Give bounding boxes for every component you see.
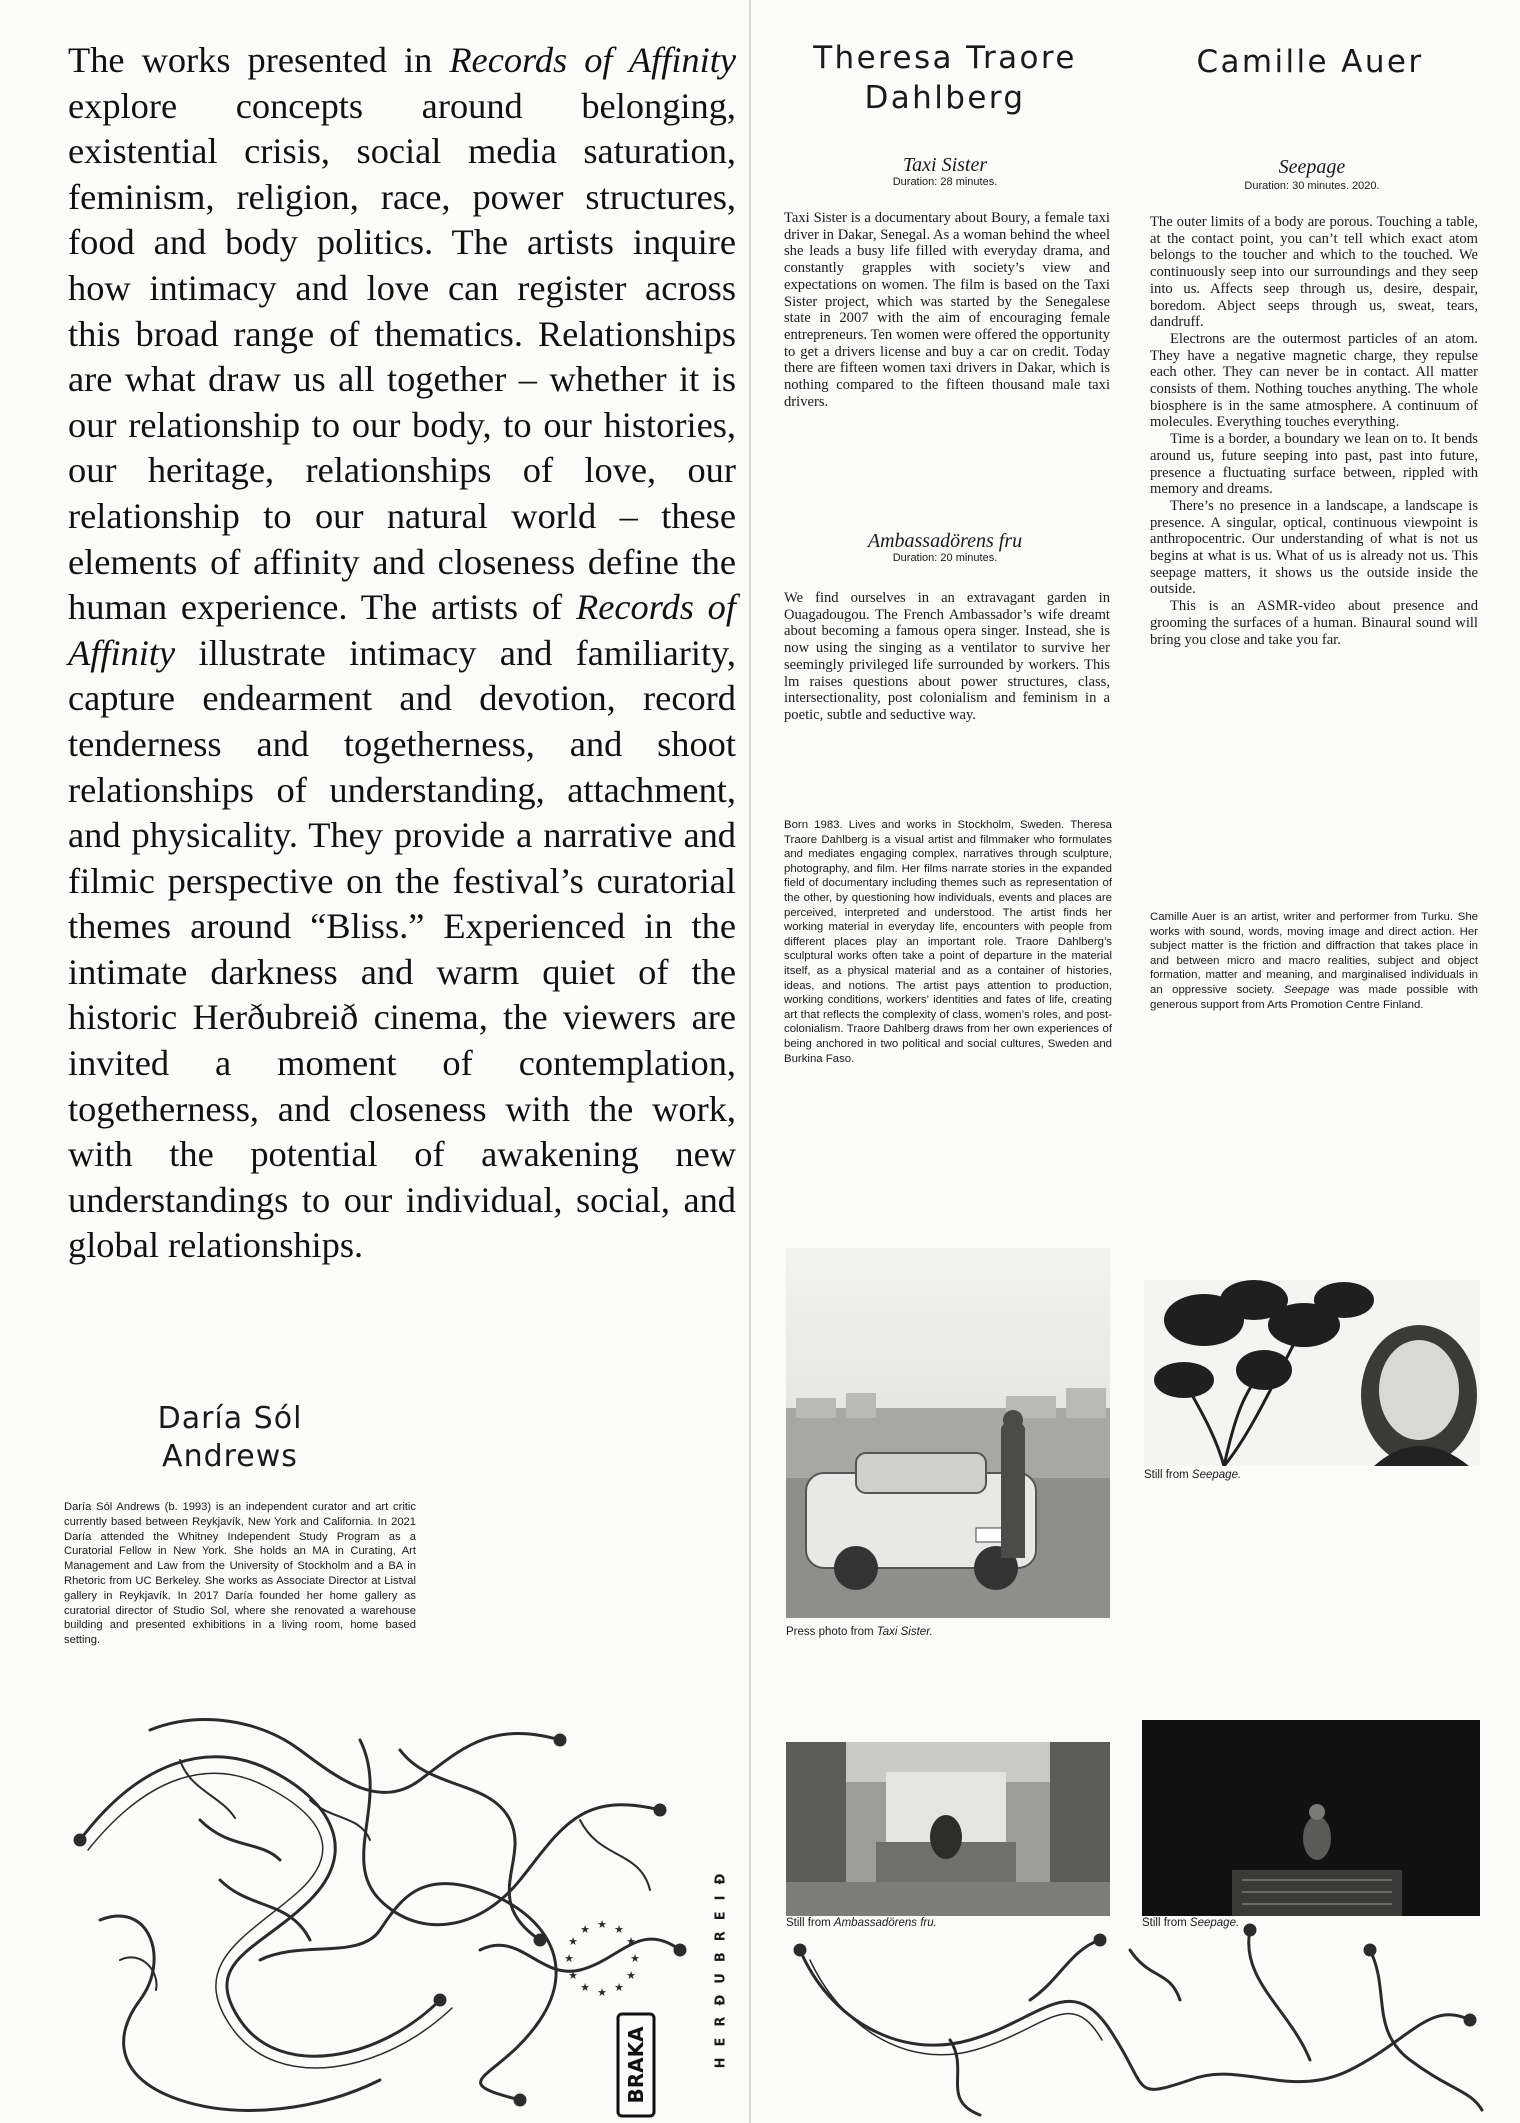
caption-seepage-2: Still from Seepage.: [1142, 1917, 1240, 1929]
film-title-taxi-sister: Taxi Sister: [902, 154, 988, 176]
synopsis-paragraph: Electrons are the outermost particles of an atom. They have a negative magnetic charge, they repulse each other. They can never be in contact. All matter consists of them. Nothing touches anything. The whole biosphere is in the same atmosphere. A continuum of molecules. Everything touches everything.: [1150, 330, 1478, 431]
venue-name-vertical: HERÐUBREIÐ: [713, 1862, 729, 2068]
artist-bio-camille-auer: Camille Auer is an artist, writer and performer from Turku. She works with sound, words, moving image and direct action. Her subject matter is the friction and diffraction that takes place in and between micro and macro realities, subject and object formation, matter and meaning, and marginalised individuals in an oppressive society. Seepage was made possible with generous support from Arts Promotion Centre Finland.: [1150, 911, 1478, 1011]
film-synopsis-taxi-sister: Taxi Sister is a documentary about Boury, a female taxi driver in Dakar, Senegal. As a woman behind the wheel she leads a busy life filled with everyday drama, and constantly grapples with society’s view and expectations on women. The film is based on the Taxi Sister project, which was started by the Senegalese state in 2007 with the aim of encouraging female entrepreneurs. Ten women were offered the opportunity to get a drivers license and buy a car on credit. Today there are fifteen women taxi drivers in Dakar, which is nothing compared to the fifteen thousand male taxi drivers.: [784, 210, 1110, 410]
intro-paragraph: The works presented in Records of Affinity explore concepts around belonging, existential crisis, social media saturation, feminism, religion, race, power structures, food and body politics. The artists inquire how intimacy and love can register across this broad range of thematics. Relationships are what draw us all together – whether it is our relationship to our body, to our histories, our heritage, relationships of love, our relationship to our natural world – these elements of affinity and closeness define the human experience. The artists of Records of Affinity illustrate intimacy and familiarity, capture endearment and devotion, record tenderness and togetherness, and shoot relationships of understanding, attachment, and physicality. They provide a narrative and filmic perspective on the festival’s curatorial themes around “Bliss.” Experienced in the intimate darkness and warm quiet of the historic Herðubreið cinema, the viewers are invited a moment of contemplation, togetherness, and closeness with the work, with the potential of awakening new understandings to our individual, social, and global relationships.: [68, 40, 737, 1266]
synopsis-paragraph: This is an ASMR-video about presence and grooming the surfaces of a human. Binaural sound will bring you close and take you far.: [1150, 598, 1478, 648]
svg-text:★: ★: [597, 1986, 607, 1998]
film-duration: Duration: 30 minutes. 2020.: [1244, 180, 1380, 192]
caption-taxi-sister: Press photo from Taxi Sister.: [786, 1626, 933, 1638]
organic-swirl-graphic: [60, 1700, 700, 2120]
svg-text:★: ★: [580, 1923, 590, 1936]
curatorial-intro: [68, 38, 736, 1269]
synopsis-paragraph: There’s no presence in a landscape, a landscape is presence. A singular, optical, continuous viewpoint is anthropocentric. Our understanding of what is not us begins at what is us. What of us is already not us. This seepage matters, it shows us the outside inside the outside.: [1150, 497, 1478, 598]
curator-bio: Daría Sól Andrews (b. 1993) is an independent curator and art critic currently based between Reykjavík, New York and California. In 2021 Daría attended the Whitney Independent Study Program as a Curatorial Fellow in New York. She holds an MA in Curating, Art Management and Law from the University of Stockholm and a BA in Rhetoric from UC Berkeley. She works as Associate Director at Listval gallery in Reykjavík. In 2017 Daría founded her home gallery as curatorial director of Studio Sol, where she renovated a warehouse building and presented exhibitions in a living room, home based setting.: [64, 1501, 416, 1647]
synopsis-paragraph: Time is a border, a boundary we lean on to. It bends around us, future seeping into past, past into future, presence a fluctuating surface between, rippled with memory and dreams.: [1150, 431, 1478, 498]
svg-text:★: ★: [614, 1923, 624, 1936]
curator-name: Daría Sól Andrews: [157, 1401, 303, 1474]
svg-text:★: ★: [630, 1952, 640, 1965]
svg-text:★: ★: [597, 1918, 607, 1931]
svg-text:★: ★: [626, 1969, 636, 1982]
svg-text:★: ★: [568, 1935, 578, 1948]
film-title-seepage: Seepage: [1278, 156, 1346, 178]
film-synopsis-seepage: [1150, 214, 1478, 648]
film-synopsis-ambassadorens-fru: We find ourselves in an extravagant garden in Ouagadougou. The French Ambassador’s wife dreamt about becoming a famous opera singer. Instead, she is now using the singing as a ventilator to survive her seemingly privileged life surrounded by workers. This lm raises questions about power structures, class, intersectionality, post colonialism and feminism in a poetic, subtle and seductive way.: [784, 590, 1110, 723]
eu-stars-icon: [562, 1918, 642, 1998]
caption-ambassadorens-fru: Still from Ambassadörens fru.: [786, 1917, 937, 1929]
svg-text:★: ★: [626, 1935, 636, 1948]
artist-name-camille-auer: Camille Auer: [1196, 44, 1424, 80]
film-duration: Duration: 20 minutes.: [892, 552, 998, 564]
synopsis-paragraph: The outer limits of a body are porous. Touching a table, at the contact point, you can’t tell which exact atom belongs to the toucher and which to the touched. We continuously seep into our surroundings and they seep into us. Affects seep through us, desire, despair, boredom. Abject seeps through us, sweat, tears, dandruff.: [1150, 214, 1478, 331]
organic-swirl-graphic-bottom: [770, 1910, 1490, 2120]
photo-taxi-sister-press: [786, 1248, 1110, 1618]
svg-text:BRAKA: BRAKA: [624, 2026, 648, 2104]
film-duration: Duration: 28 minutes.: [892, 176, 998, 188]
svg-text:★: ★: [614, 1981, 624, 1994]
photo-seepage-still-1: [1144, 1280, 1480, 1466]
artist-name-traore-dahlberg: Theresa Traore Dahlberg: [813, 40, 1077, 116]
artist-bio-traore-dahlberg: Born 1983. Lives and works in Stockholm, Sweden. Theresa Traore Dahlberg is a visual artist and filmmaker who formulates and mediates engaging complex, narratives through sculpture, photography, and film. Her films narrate stories in the expanded field of documentary including themes such as representation of the other, by questioning how individuals, events and places are perceived, interpreted and understood. The artist finds her working material in everyday life, encounters with people from different places play an important role. Traore Dahlberg’s sculptural works often take a point of departure in the material itself, as a physical material and as a container of histories, ideas, and notions. The artist pays attention to production, working conditions, workers’ identities and fates of life, creating art that reflects the complexity of class, women’s roles, and post-colonialism. Traore Dahlberg draws from her own experiences of being anchored in two political and social cultures, Sweden and Burkina Faso.: [784, 819, 1112, 1065]
svg-text:★: ★: [580, 1981, 590, 1994]
caption-seepage-1: Still from Seepage.: [1144, 1469, 1242, 1481]
svg-text:★: ★: [568, 1969, 578, 1982]
org-logo-icon: [614, 2010, 658, 2120]
photo-ambassadorens-fru-still: [786, 1742, 1110, 1916]
photo-seepage-still-2: [1142, 1720, 1480, 1916]
svg-text:★: ★: [564, 1952, 574, 1965]
center-fold: [749, 0, 751, 2123]
film-title-ambassadorens-fru: Ambassadörens fru: [867, 530, 1023, 552]
